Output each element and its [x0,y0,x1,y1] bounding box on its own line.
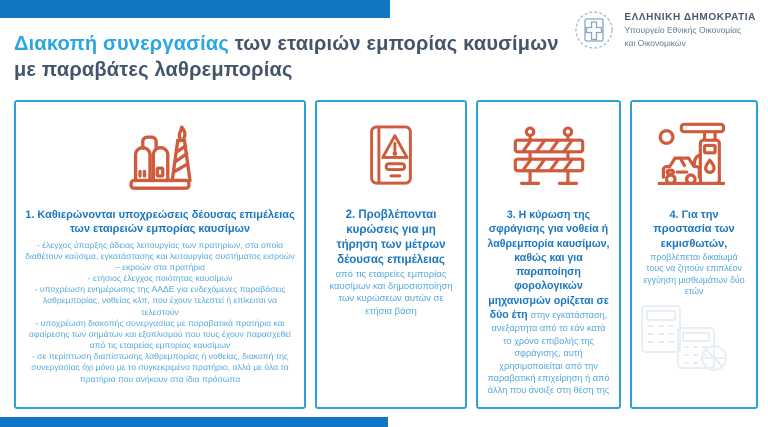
page-title-rest: των εταιριών εμπορίας καυσίμων με παραβάτες λαθρεμπορίας [14,33,559,81]
book-warning-icon [360,112,422,200]
logo-republic-title: ΕΛΛΗΝΙΚΗ ΔΗΜΟΚΡΑΤΙΑ [624,12,756,24]
logo-ministry-line2: και Οικονομικών [624,37,686,48]
page-title-accent: Διακοπή συνεργασίας [14,33,229,55]
page-title [14,31,574,83]
card-1-bullet-2: - ετήσιος έλεγχος ποιότητας καυσίμων [87,273,233,284]
calculator-coins-watermark-icon [638,302,730,379]
card-1-bullet-1: - έλεγχος ύπαρξης άδειας λειτουργίας των πρατηρίων, στα οποία διαθέτουν καύσιμα, εγκατάστασης και λειτουργίας συστήματος εισροών – εκροών στα πρατήρια [25,239,295,272]
greek-cross-emblem-icon [574,10,614,50]
card-due-diligence [14,100,306,409]
card-2-heading: 2. Προβλέπονται κυρώσεις για μη τήρηση των μέτρων δέουσας επιμέλειας [336,209,446,266]
card-3-heading: 3. Η κύρωση της σφράγισης για νοθεία ή λαθρεμπορία καυσίμων, καθώς και για παραποίηση φορολογικών μηχανισμών ορίζεται σε δύο έτη [487,209,610,322]
road-barrier-icon [509,112,589,200]
card-4-heading: 4. Για την προστασία των εκμισθωτών, [653,209,735,250]
card-4-body: προβλέπεται δικαίωμά τους να ζητούν επιπλέον εγγύηση μισθωμάτων δύο ετών [643,251,745,297]
refinery-icon [119,112,201,200]
government-logo [574,10,756,50]
card-3-text [487,208,610,397]
card-2-body: από τις εταιρείες εμπορίας καυσίμων και δημοσιοποίηση των κυρώσεων αυτών σε ετήσια βάση [329,268,453,317]
card-sanctions [315,100,467,409]
card-1-bullet-4: - υποχρέωση διακοπής συνεργασίας με παραβατικά πρατήρια και αφαίρεσης των σημάτων και εξοπλισμού που τους έχουν παρασχεθεί από τις εταιρείας εμπορίας καυσίμων [29,317,291,351]
logo-ministry-line: Υπουργείο Εθνικής Οικονομίας [624,25,742,36]
bottom-accent-bar [0,417,388,427]
logo-text [624,11,756,48]
cards-row [14,100,758,409]
card-sealing [476,100,621,409]
card-3-body: στην εγκατάσταση, ανεξάρτητα από το εάν κατά το χρόνο επιβολής της σφράγισης, αυτή χρησιμοποιείται από την παραβατική επιχείρηση ή από άλλη που άνοιξε στη θέση της [487,310,610,396]
card-1-heading: 1. Καθιερώνονται υποχρεώσεις δέουσας επιμέλειας των εταιρειών εμπορίας καυσίμων [25,209,295,236]
gas-station-icon [656,112,732,200]
card-1-body [25,240,295,385]
card-lessors [630,100,758,409]
top-accent-bar [0,0,390,18]
card-1-bullet-5: - σε περίπτωση διαπίστωσης λαθρεμπορίας ή νοθείας, διακοπή της συνεργασίας όχι μόνο με το συγκεκριμένο πρατήριο, αλλά με όλα τα πρατήρια που ανήκουν στα ίδια πρόσωπα [31,351,289,384]
card-1-bullet-3: - υποχρέωση ενημέρωσης της ΑΑΔΕ για ενδεχόμενες παραβάσεις λαθρεμπορίας, νοθείας κλπ, που έχουν τελεστεί ή επίκειται να τελεστούν [34,284,286,317]
